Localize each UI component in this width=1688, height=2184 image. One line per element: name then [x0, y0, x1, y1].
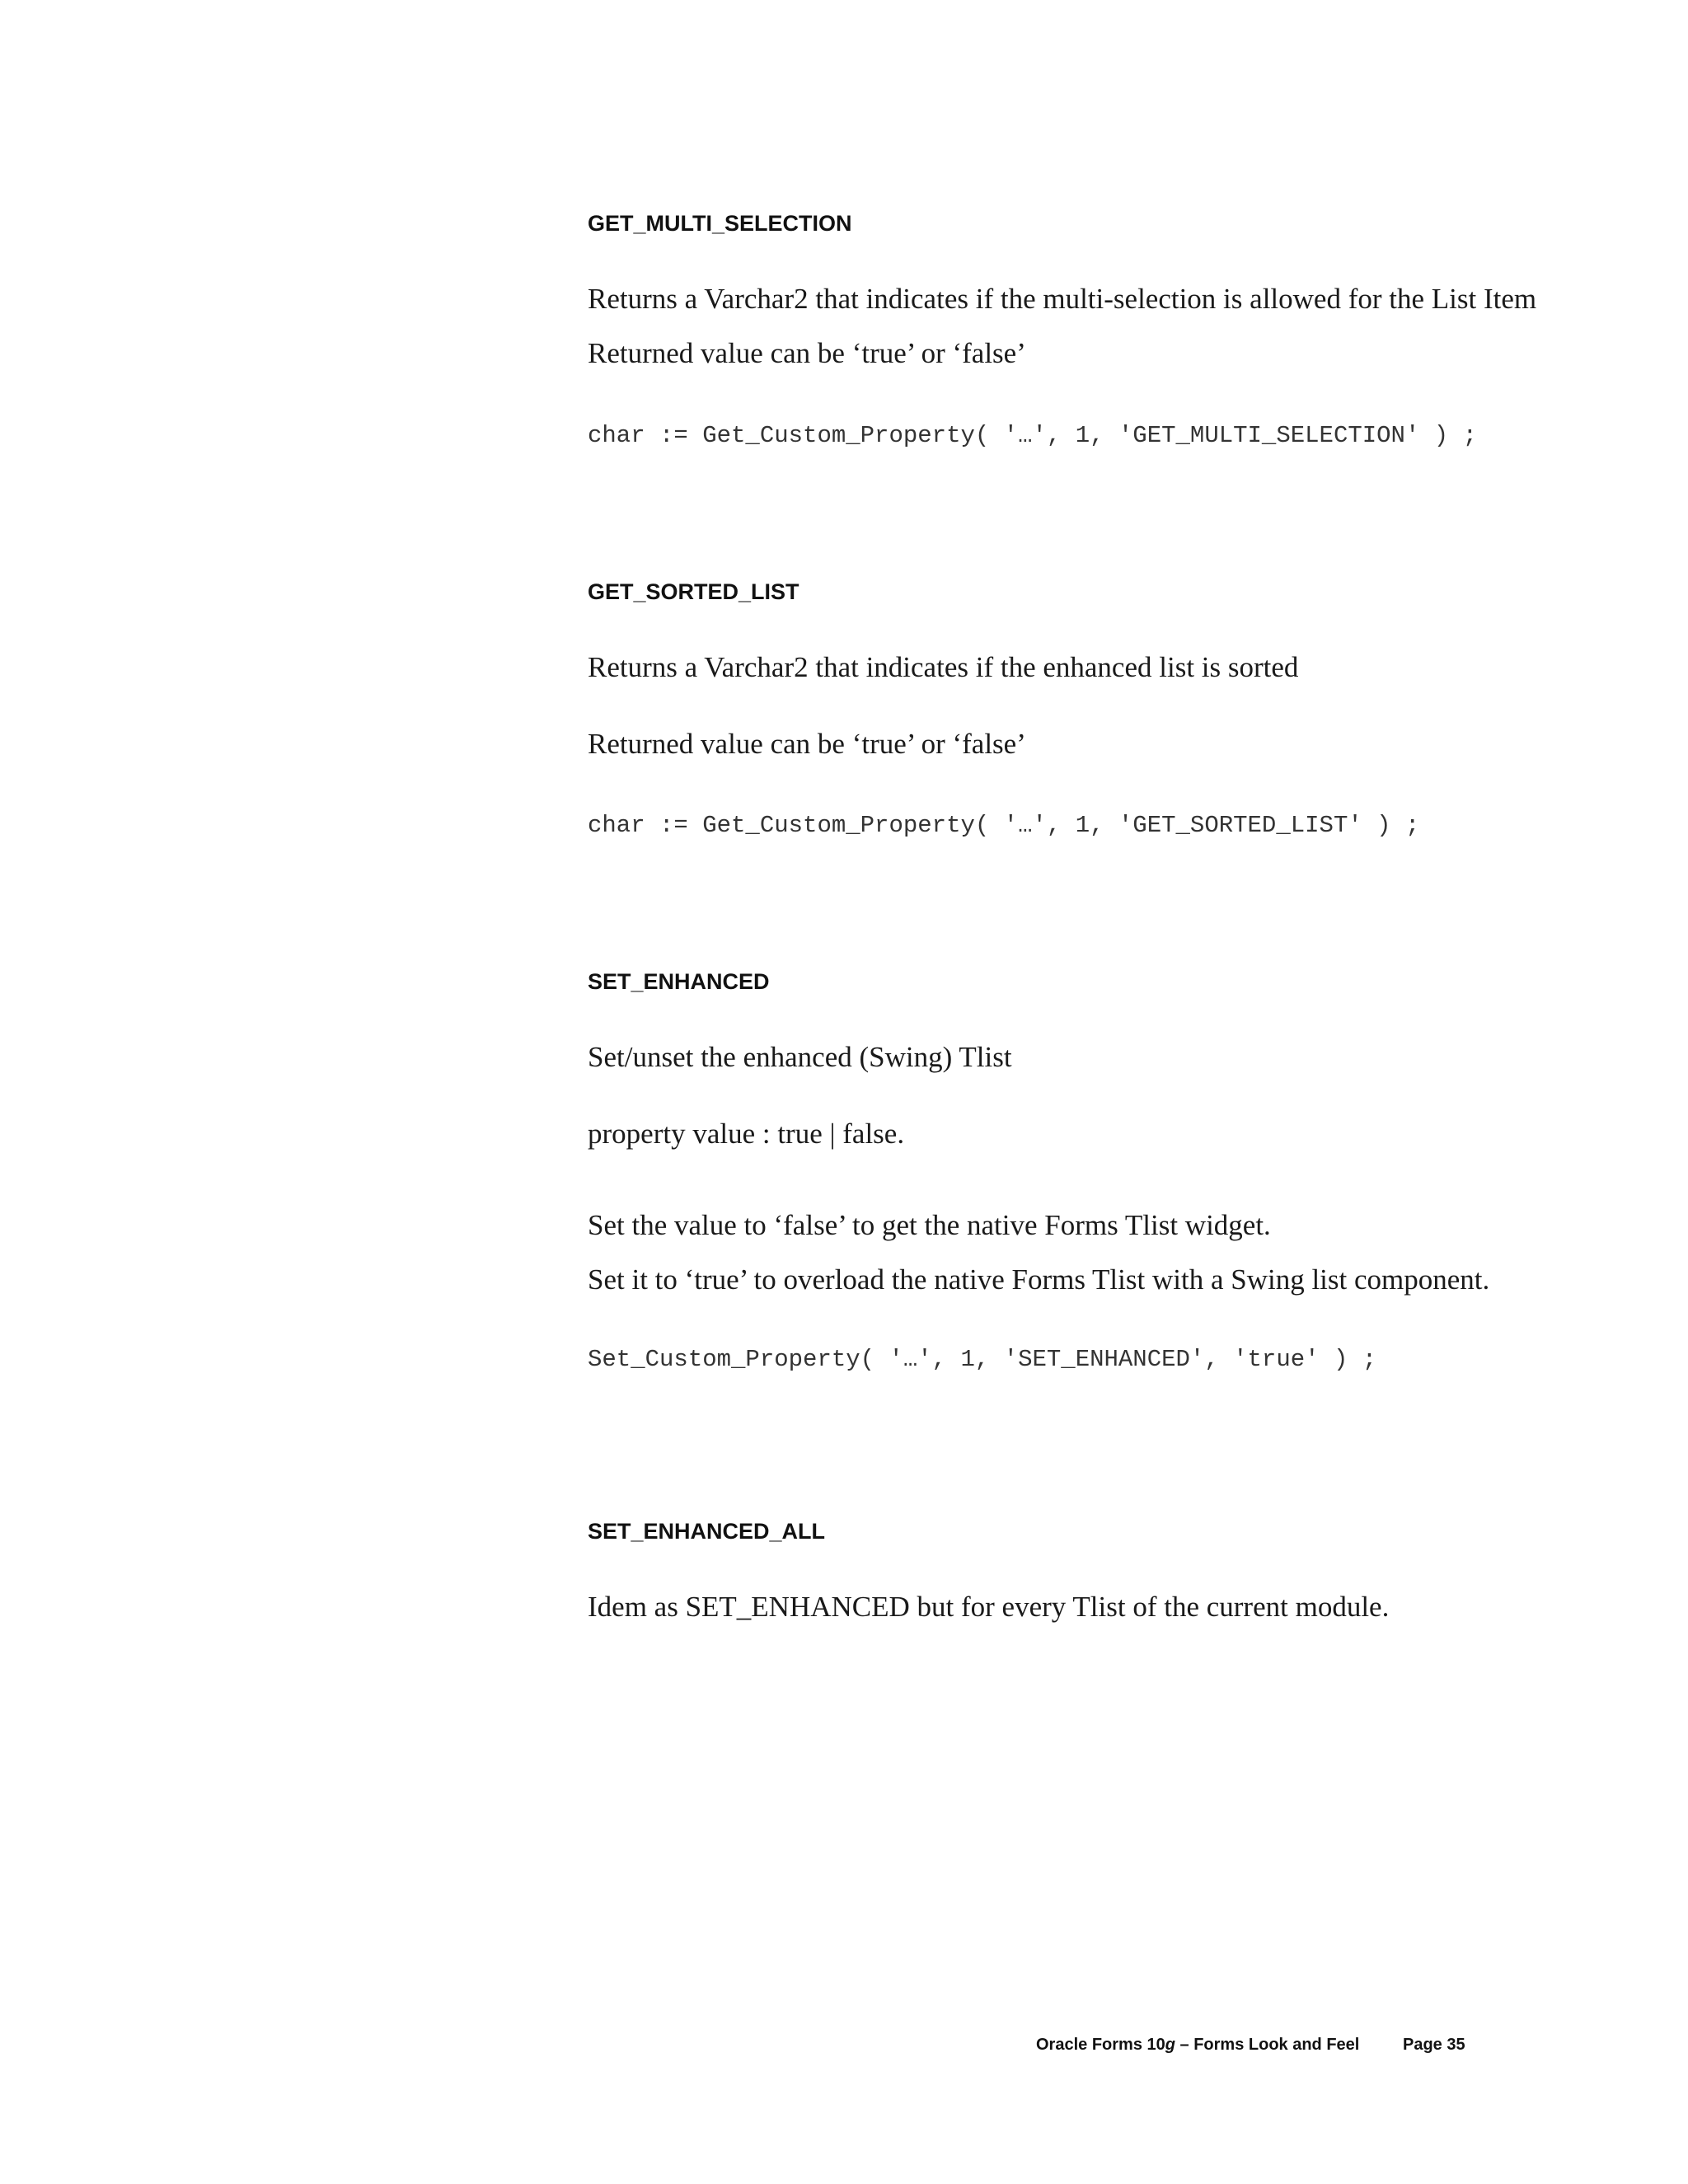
footer-title-suffix: – Forms Look and Feel [1175, 2036, 1360, 2054]
section-heading-set-enhanced-all: SET_ENHANCED_ALL [588, 1519, 826, 1544]
code-example: char := Get_Custom_Property( '…', 1, 'GET_MULTI_SELECTION' ) ; [588, 422, 1477, 449]
description-line: Returns a Varchar2 that indicates if the multi-selection is allowed for the List Item [588, 283, 1537, 315]
section-heading-get-sorted-list: GET_SORTED_LIST [588, 579, 799, 604]
footer-title [1036, 2036, 1359, 2055]
section-heading-get-multi-selection: GET_MULTI_SELECTION [588, 211, 852, 236]
section-heading-set-enhanced: SET_ENHANCED [588, 969, 770, 994]
code-example: Set_Custom_Property( '…', 1, 'SET_ENHANCED', 'true' ) ; [588, 1346, 1377, 1373]
description-line: Returned value can be ‘true’ or ‘false’ [588, 337, 1026, 369]
description-line: Set the value to ‘false’ to get the native Forms Tlist widget. [588, 1209, 1271, 1241]
description-line: Set/unset the enhanced (Swing) Tlist [588, 1041, 1012, 1073]
description-line: Set it to ‘true’ to overload the native Forms Tlist with a Swing list component. [588, 1263, 1490, 1296]
page-number: Page 35 [1403, 2036, 1465, 2054]
description-line: Idem as SET_ENHANCED but for every Tlist of the current module. [588, 1591, 1390, 1623]
description-line: Returned value can be ‘true’ or ‘false’ [588, 728, 1026, 760]
footer-title-italic: g [1165, 2036, 1175, 2054]
description-line: property value : true | false. [588, 1118, 905, 1150]
description-line: Returns a Varchar2 that indicates if the enhanced list is sorted [588, 651, 1299, 683]
code-example: char := Get_Custom_Property( '…', 1, 'GET_SORTED_LIST' ) ; [588, 812, 1420, 839]
footer-title-prefix: Oracle Forms 10 [1036, 2036, 1165, 2054]
